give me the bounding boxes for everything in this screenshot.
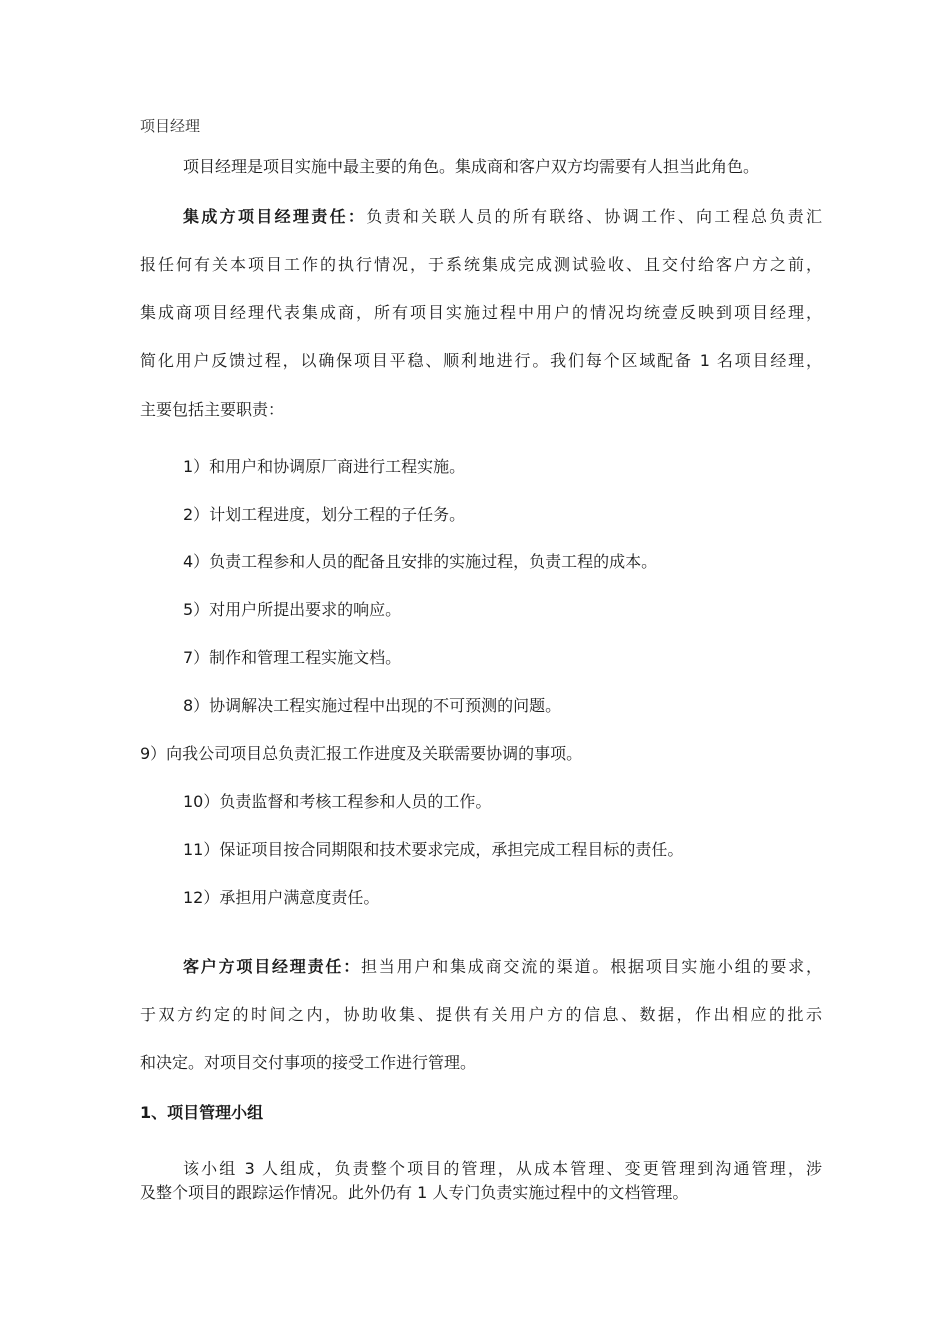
section-heading: 1、项目管理小组	[140, 1103, 264, 1122]
integrator-text-1: 负责和关联人员的所有联络、协调工作、向工程总负责汇	[366, 207, 822, 226]
client-para-line1	[183, 955, 822, 979]
integrator-para-line5: 主要包括主要职责：	[140, 400, 285, 419]
client-para-line3: 和决定。对项目交付事项的接受工作进行管理。	[140, 1053, 477, 1072]
duty-item: 11）保证项目按合同期限和技术要求完成，承担完成工程目标的责任。	[183, 840, 684, 859]
client-label: 客户方项目经理责任：	[183, 957, 361, 976]
duty-item: 10）负责监督和考核工程参和人员的工作。	[183, 792, 492, 811]
client-text-1: 担当用户和集成商交流的渠道。根据项目实施小组的要求，	[361, 957, 822, 976]
doc-title: 项目经理	[140, 117, 201, 135]
duty-item: 5）对用户所提出要求的响应。	[183, 600, 402, 619]
integrator-label: 集成方项目经理责任：	[183, 207, 367, 226]
duty-item: 4）负责工程参和人员的配备且安排的实施过程，负责工程的成本。	[183, 552, 658, 571]
integrator-para-line4: 简化用户反馈过程，以确保项目平稳、顺利地进行。我们每个区域配备 1 名项目经理，	[140, 351, 822, 370]
section-para-line1: 该小组 3 人组成，负责整个项目的管理，从成本管理、变更管理到沟通管理，涉	[183, 1159, 822, 1178]
duty-item: 7）制作和管理工程实施文档。	[183, 648, 402, 667]
integrator-para-line3: 集成商项目经理代表集成商，所有项目实施过程中用户的情况均统壹反映到项目经理，	[140, 303, 822, 322]
client-para-line2: 于双方约定的时间之内，协助收集、提供有关用户方的信息、数据，作出相应的批示	[140, 1005, 822, 1024]
duty-item: 8）协调解决工程实施过程中出现的不可预测的问题。	[183, 696, 562, 715]
integrator-para-line1	[183, 205, 822, 229]
integrator-para-line2: 报任何有关本项目工作的执行情况，于系统集成完成测试验收、且交付给客户方之前，	[140, 255, 822, 274]
section-para-line2: 及整个项目的跟踪运作情况。此外仍有 1 人专门负责实施过程中的文档管理。	[140, 1183, 689, 1202]
duty-item: 12）承担用户满意度责任。	[183, 888, 380, 907]
duty-item: 2）计划工程进度，划分工程的子任务。	[183, 505, 466, 524]
duty-item: 1）和用户和协调原厂商进行工程实施。	[183, 457, 466, 476]
intro-paragraph: 项目经理是项目实施中最主要的角色。集成商和客户双方均需要有人担当此角色。	[183, 157, 760, 176]
duty-item: 9）向我公司项目总负责汇报工作进度及关联需要协调的事项。	[140, 744, 583, 763]
